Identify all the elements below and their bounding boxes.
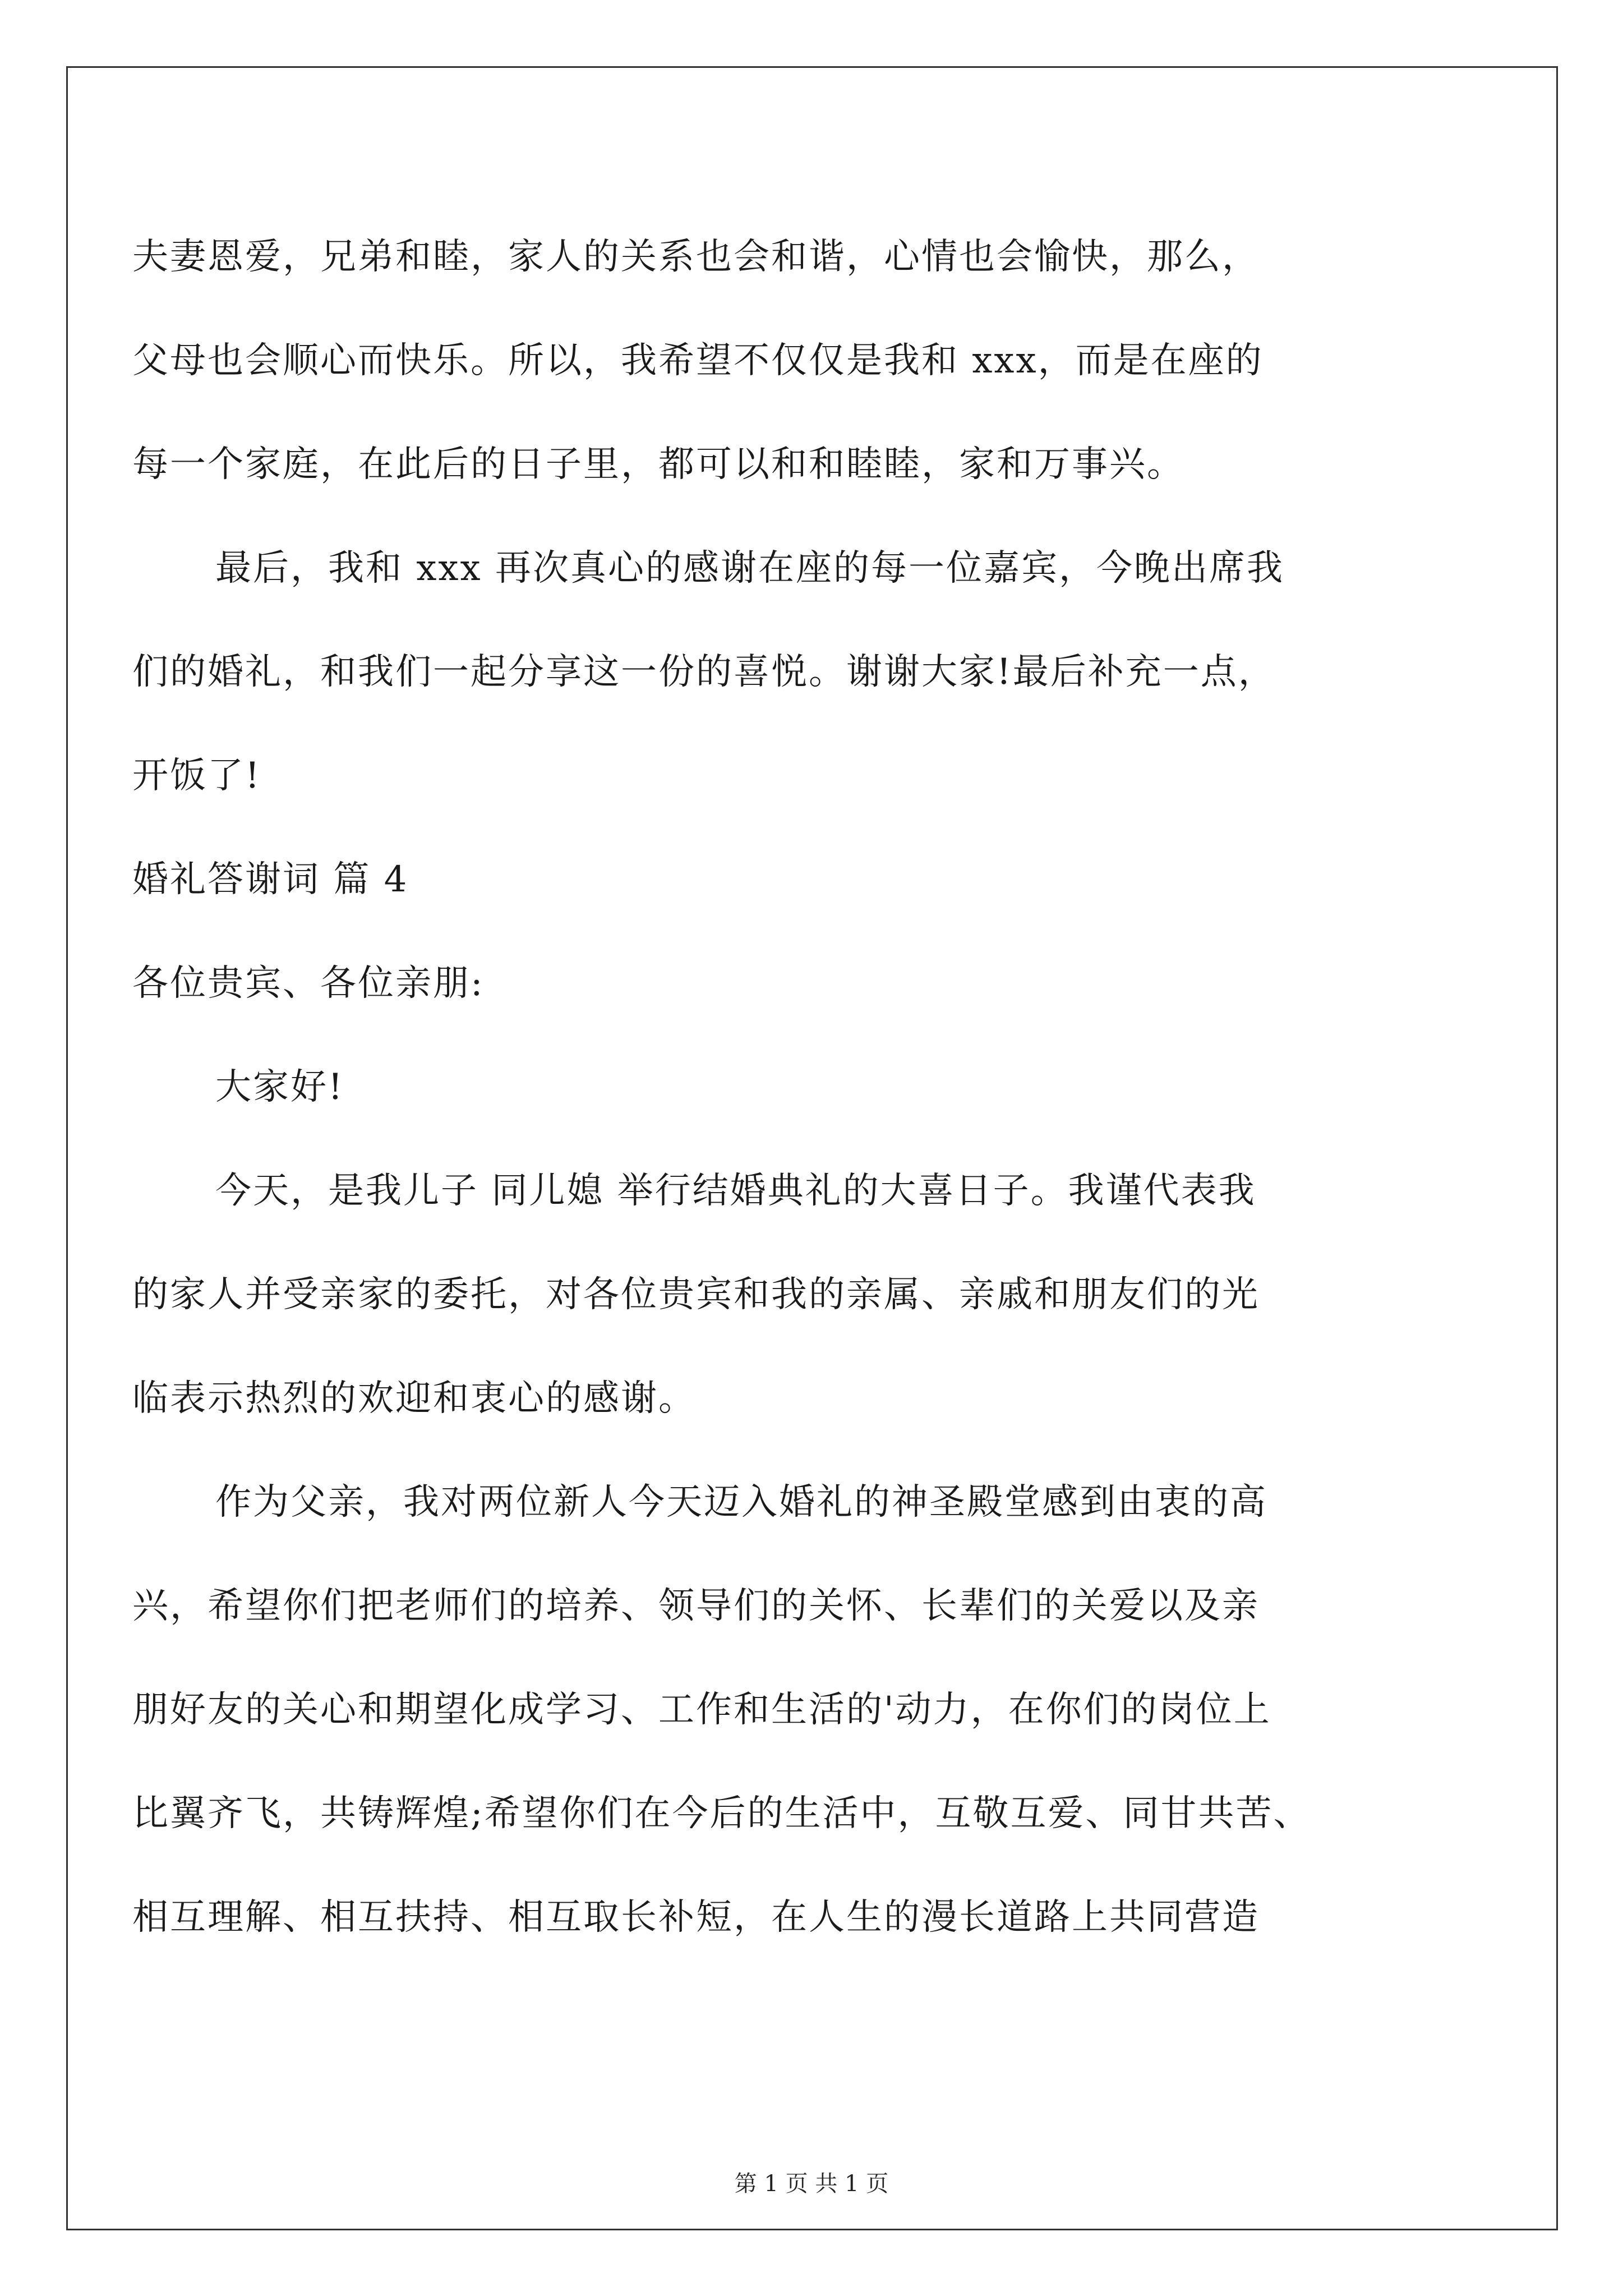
text-line: 兴，希望你们把老师们的培养、领导们的关怀、长辈们的关爱以及亲 [132, 1585, 1260, 1627]
text-line: 的家人并受亲家的委托，对各位贵宾和我的亲属、亲戚和朋友们的光 [132, 1274, 1260, 1315]
text-line: 临表示热烈的欢迎和衷心的感谢。 [132, 1378, 696, 1419]
paragraph-start: 作为父亲，我对两位新人今天迈入婚礼的神圣殿堂感到由衷的高 [215, 1481, 1267, 1523]
section-heading: 婚礼答谢词 篇 4 [132, 859, 409, 900]
text-line: 们的婚礼，和我们一起分享这一份的喜悦。谢谢大家!最后补充一点， [132, 651, 1276, 693]
paragraph-start: 最后，我和 xxx 再次真心的感谢在座的每一位嘉宾，今晚出席我 [215, 547, 1284, 589]
text-line: 父母也会顺心而快乐。所以，我希望不仅仅是我和 xxx，而是在座的 [132, 340, 1264, 381]
text-line: 开饭了! [132, 755, 261, 797]
text-line: 比翼齐飞，共铸辉煌;希望你们在今后的生活中，互敬互爱、同甘共苦、 [132, 1793, 1311, 1834]
salutation: 各位贵宾、各位亲朋: [132, 963, 485, 1004]
greeting: 大家好! [215, 1066, 344, 1108]
text-line: 每一个家庭，在此后的日子里，都可以和和睦睦，家和万事兴。 [132, 444, 1184, 485]
page-footer: 第 1 页 共 1 页 [734, 2171, 889, 2197]
text-line: 夫妻恩爱，兄弟和睦，家人的关系也会和谐，心情也会愉快，那么， [132, 236, 1260, 278]
text-line: 相互理解、相互扶持、相互取长补短，在人生的漫长道路上共同营造 [132, 1897, 1260, 1938]
text-line: 朋好友的关心和期望化成学习、工作和生活的'动力，在你们的岗位上 [132, 1689, 1271, 1731]
paragraph-start: 今天，是我儿子 同儿媳 举行结婚典礼的大喜日子。我谨代表我 [215, 1170, 1256, 1212]
